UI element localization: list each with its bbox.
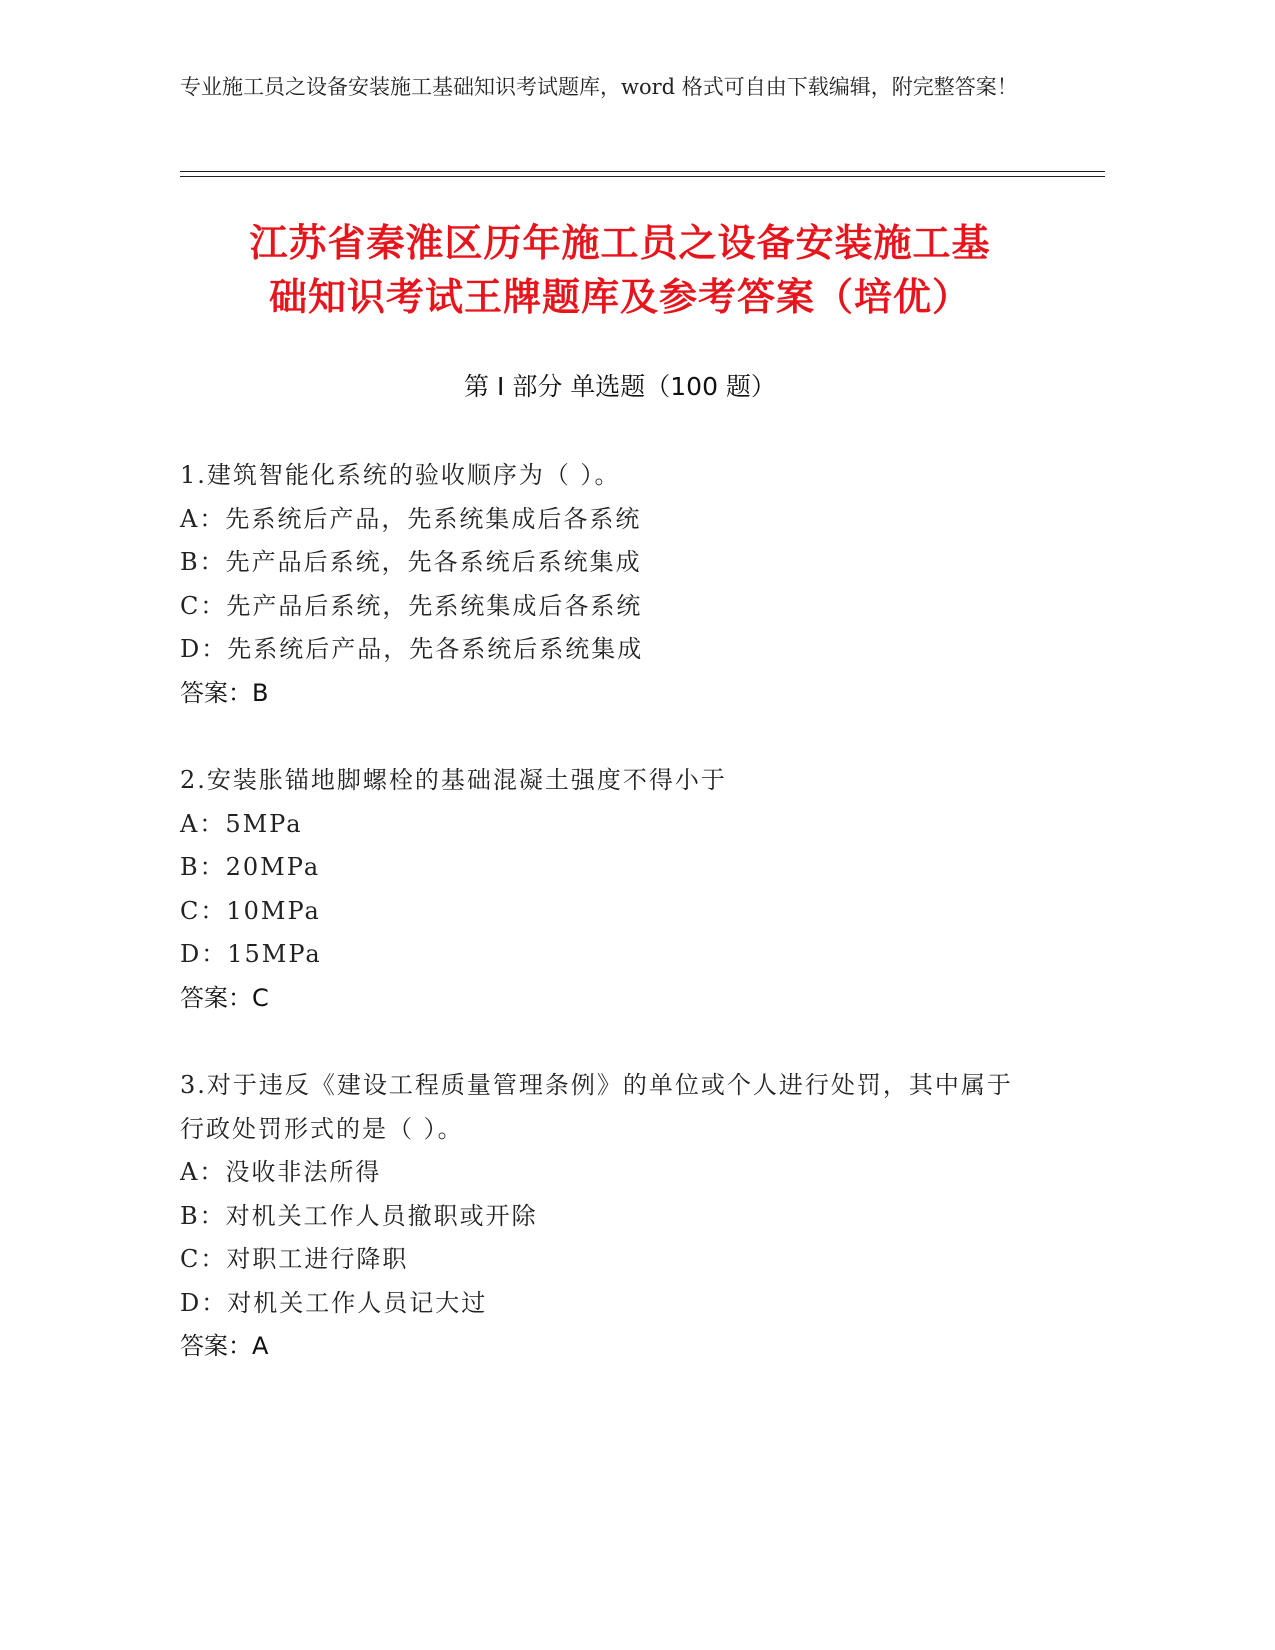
answer: 答案：B: [180, 678, 269, 707]
option-c: C：对职工进行降职: [180, 1245, 409, 1273]
question-1: [180, 454, 1030, 715]
question-2: [180, 759, 1030, 1020]
option-d: D：对机关工作人员记大过: [180, 1288, 488, 1317]
question-stem: 1.建筑智能化系统的验收顺序为（ ）。: [180, 461, 621, 489]
option-a: A：没收非法所得: [180, 1158, 382, 1186]
document-title: [180, 216, 1060, 324]
section-title: 第 I 部分 单选题（100 题）: [464, 372, 776, 401]
option-d: D：先系统后产品，先各系统后系统集成: [180, 635, 644, 663]
page-header: 专业施工员之设备安装施工基础知识考试题库，word 格式可自由下载编辑，附完整答案！: [180, 75, 1018, 99]
document-title-line: 江苏省秦淮区历年施工员之设备安装施工基: [249, 221, 991, 265]
header-rule: [180, 171, 1105, 172]
question-3: [180, 1064, 1030, 1369]
header-rule: [180, 176, 1105, 177]
document-title-line: 础知识考试王牌题库及参考答案（培优）: [268, 275, 971, 319]
option-b: B：先产品后系统，先各系统后系统集成: [180, 548, 642, 576]
option-d: D：15MPa: [180, 940, 322, 968]
answer: 答案：C: [180, 983, 269, 1012]
option-a: A：先系统后产品，先系统集成后各系统: [180, 504, 642, 533]
answer: 答案：A: [180, 1332, 269, 1360]
question-stem: 2.安装胀锚地脚螺栓的基础混凝土强度不得小于: [180, 766, 727, 794]
question-stem: 3.对于违反《建设工程质量管理条例》的单位或个人进行处罚，其中属于行政处罚形式的是（ ）。: [180, 1071, 1013, 1143]
option-b: B：对机关工作人员撤职或开除: [180, 1201, 538, 1230]
option-c: C：先产品后系统，先系统集成后各系统: [180, 591, 643, 620]
option-c: C：10MPa: [180, 896, 321, 925]
option-b: B：20MPa: [180, 853, 321, 881]
option-a: A：5MPa: [180, 809, 303, 838]
